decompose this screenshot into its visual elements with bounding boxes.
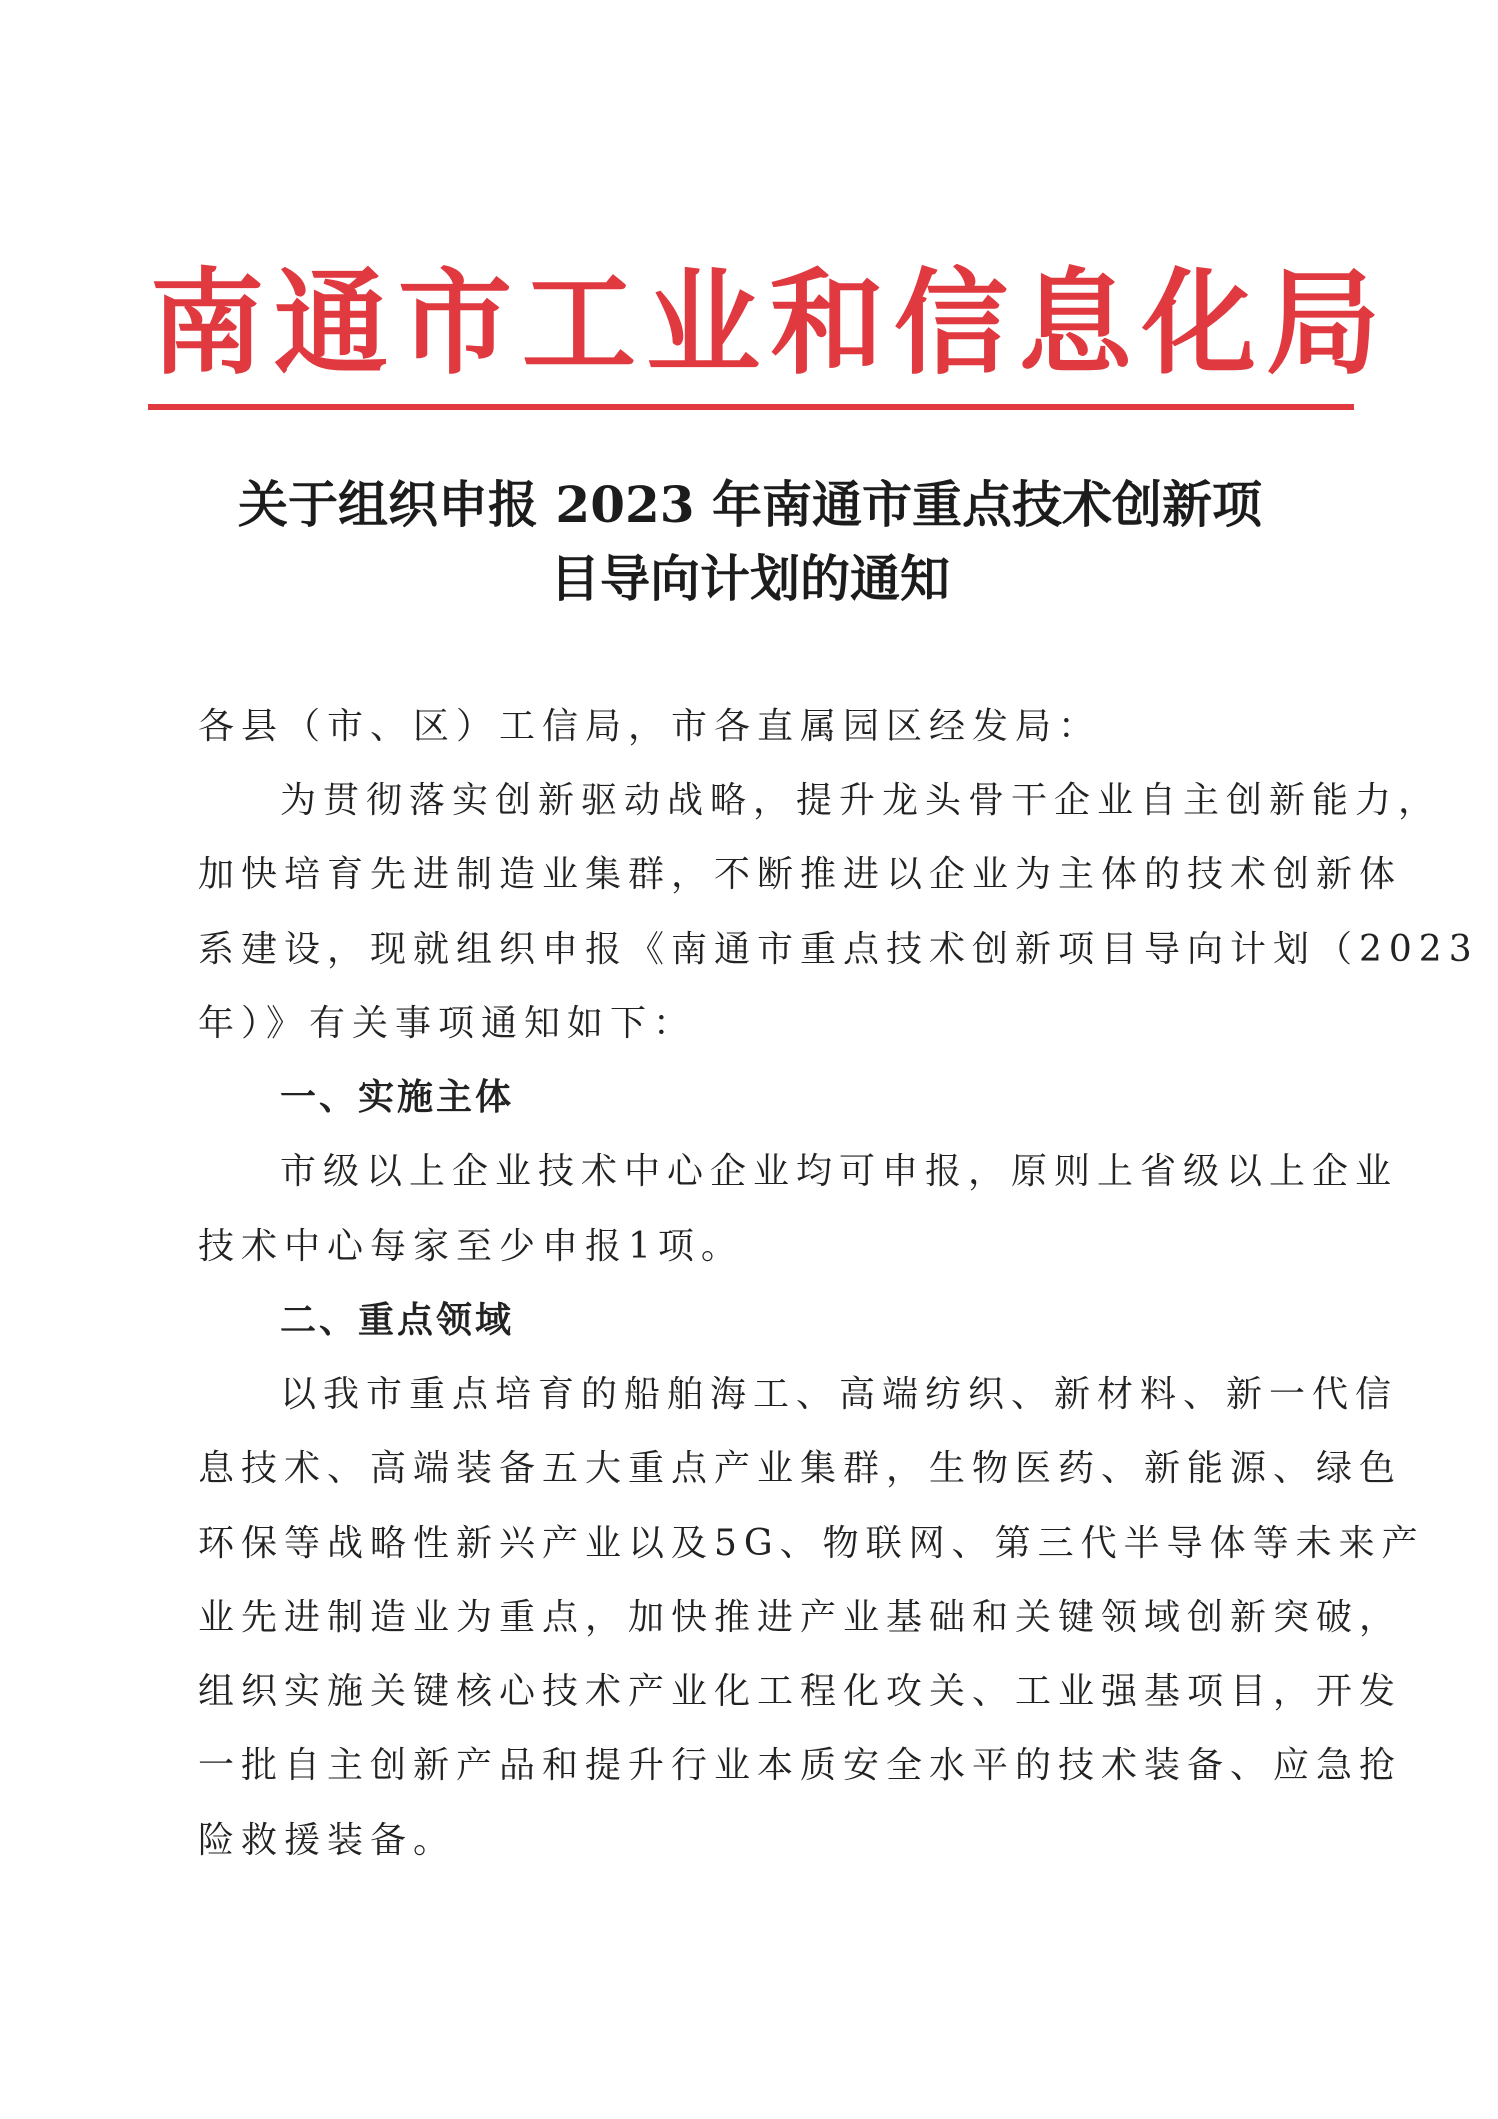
- salutation: 各县（市、区）工信局，市各直属园区经发局：: [198, 706, 1102, 747]
- title-line-2: 目导向计划的通知: [550, 549, 950, 608]
- intro-line-3: 系建设，现就组织申报《南通市重点技术创新项目导向计划（2023: [198, 929, 1479, 970]
- section-1-line-2: 技术中心每家至少申报1项。: [198, 1226, 744, 1267]
- document-title: [150, 468, 1350, 616]
- section-2-line-5: 组织实施关键核心技术产业化工程化攻关、工业强基项目，开发: [198, 1671, 1403, 1712]
- section-2-line-7: 险救援装备。: [198, 1820, 457, 1861]
- section-2-line-2: 息技术、高端装备五大重点产业集群，生物医药、新能源、绿色: [198, 1448, 1403, 1489]
- issuer-masthead: 南通市工业和信息化局: [150, 256, 1391, 390]
- intro-line-4: 年）》有关事项通知如下：: [198, 1003, 697, 1044]
- section-2-line-1: 以我市重点培育的船舶海工、高端纺织、新材料、新一代信: [280, 1374, 1399, 1415]
- title-line-1: 关于组织申报 2023 年南通市重点技术创新项: [238, 475, 1262, 534]
- section-2-line-6: 一批自主创新产品和提升行业本质安全水平的技术装备、应急抢: [198, 1745, 1403, 1786]
- section-2-line-4: 业先进制造业为重点，加快推进产业基础和关键领域创新突破，: [198, 1597, 1403, 1638]
- section-2-line-3: 环保等战略性新兴产业以及5G、物联网、第三代半导体等未来产: [198, 1523, 1425, 1564]
- red-divider-line: [148, 404, 1354, 410]
- section-1-heading: 一、实施主体: [280, 1077, 515, 1118]
- intro-line-2: 加快培育先进制造业集群，不断推进以企业为主体的技术创新体: [198, 854, 1403, 895]
- intro-line-1: 为贯彻落实创新驱动战略，提升龙头骨干企业自主创新能力，: [280, 780, 1442, 821]
- section-2-heading: 二、重点领域: [280, 1300, 515, 1341]
- section-1-line-1: 市级以上企业技术中心企业均可申报，原则上省级以上企业: [280, 1151, 1399, 1192]
